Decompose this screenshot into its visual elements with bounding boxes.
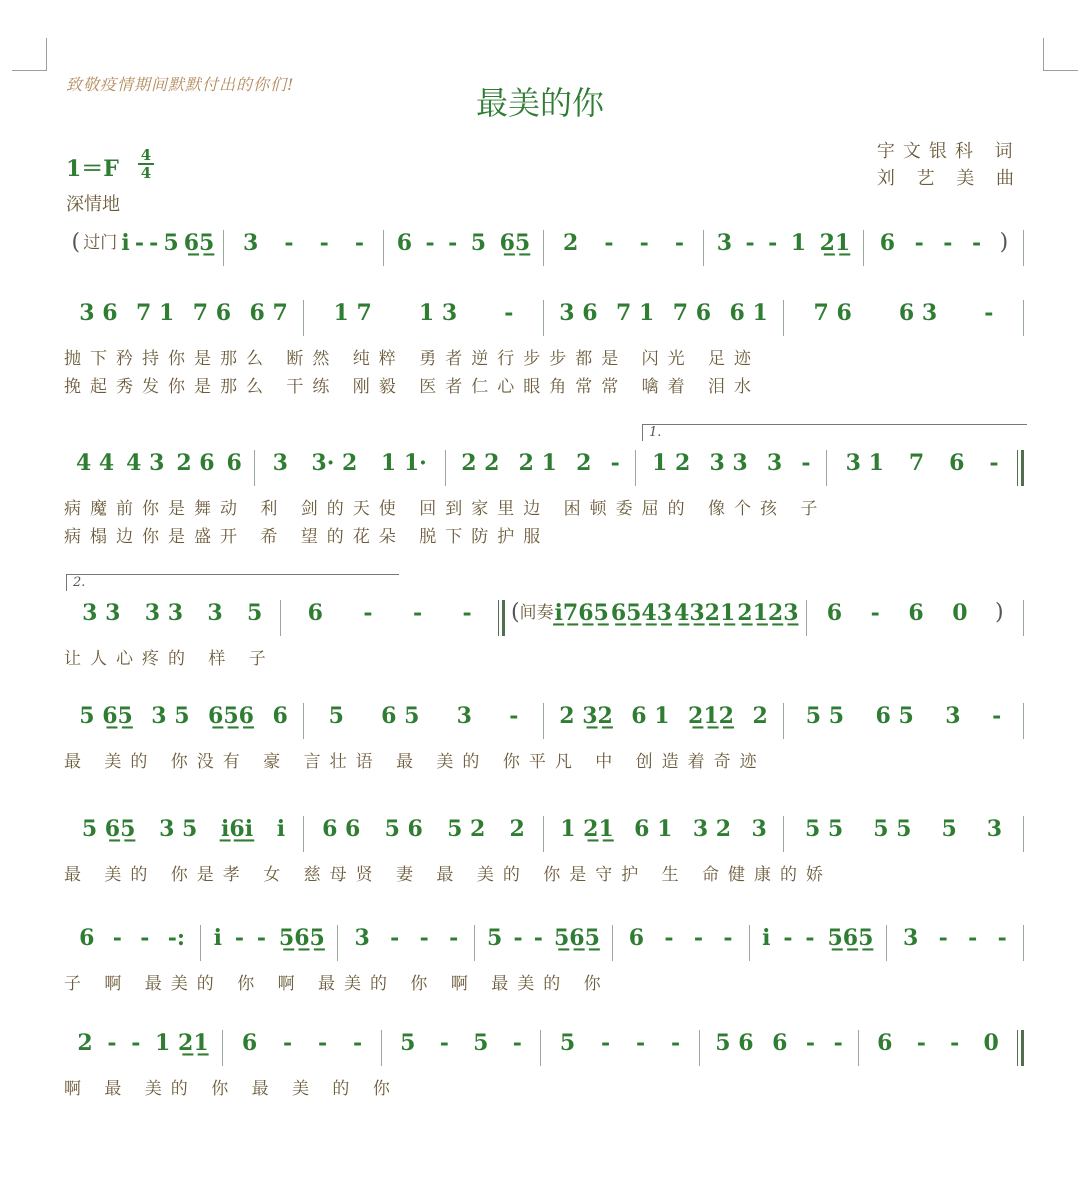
parenthesis: )	[995, 600, 1004, 625]
note: 3 3	[82, 600, 121, 626]
note: -	[610, 450, 620, 476]
note: 6 7	[249, 300, 288, 326]
note: 6̲5̲6̲	[208, 703, 254, 729]
crop-mark-top-right	[1043, 38, 1078, 71]
note: 6 5	[875, 703, 914, 729]
note: -	[448, 230, 458, 256]
note: 5 5	[873, 816, 912, 842]
measure	[827, 450, 1017, 488]
note: 5	[328, 703, 344, 729]
note: -	[870, 600, 880, 626]
note: 2̲1̲2̲3̲	[737, 600, 799, 626]
note: -	[513, 925, 523, 951]
note: 6	[307, 600, 323, 626]
note: 3 3	[709, 450, 748, 476]
note: -:	[167, 925, 185, 951]
note: -	[131, 1030, 141, 1056]
note: -	[317, 1030, 328, 1056]
measure	[636, 450, 826, 488]
note: 6 3	[898, 300, 938, 326]
notation-line	[64, 816, 1024, 856]
note: 3 3	[144, 600, 184, 626]
note: 3 1	[845, 450, 884, 476]
measure	[304, 816, 543, 854]
notation-line	[64, 300, 1024, 340]
measure	[224, 230, 383, 268]
time-signature-top: 4	[140, 146, 152, 164]
note: 4 3	[126, 450, 165, 476]
note: 6̲5̲4̲3̲	[610, 600, 673, 626]
section-label: 过门	[83, 233, 118, 253]
note: -	[149, 230, 159, 256]
note: 3· 2	[311, 450, 358, 476]
note: -	[256, 925, 266, 951]
note: -	[992, 703, 1002, 729]
note: 0	[983, 1030, 999, 1056]
note: 6 1	[631, 703, 670, 729]
note: 3	[751, 816, 767, 842]
note: 6	[396, 230, 413, 256]
key-signature: 1＝F	[66, 156, 119, 182]
note: 7 1	[615, 300, 655, 326]
note: 7 6	[192, 300, 232, 326]
note: i	[213, 925, 222, 951]
note: 1 2	[651, 450, 691, 476]
note: 3 6	[559, 300, 598, 326]
dedication: 致敬疫情期间默默付出的你们!	[66, 75, 295, 94]
note: 3 6	[79, 300, 118, 326]
note: 6̲5̲	[499, 230, 531, 256]
credits	[877, 138, 1022, 192]
measure	[281, 600, 497, 638]
note: -	[112, 925, 122, 951]
note: 6	[908, 600, 924, 626]
note: -	[439, 1030, 449, 1056]
note: -	[284, 230, 294, 256]
note: 6	[879, 230, 896, 256]
measure	[64, 703, 303, 741]
notation-line	[64, 450, 1024, 490]
lyrics-verse-1: 啊 最 美的 你 最 美 的 你	[64, 1079, 399, 1099]
note: -	[390, 925, 400, 951]
measure	[475, 925, 611, 963]
note: 2̲1̲2̲	[688, 703, 734, 729]
note: 7 6	[813, 300, 852, 326]
notation-line	[64, 230, 1024, 270]
note: -	[984, 300, 994, 326]
note: i	[276, 816, 286, 842]
note: 4 4	[75, 450, 115, 476]
song-title: 最美的你	[475, 84, 604, 122]
barline	[1017, 450, 1024, 486]
note: -	[723, 925, 733, 951]
note: -	[107, 1030, 117, 1056]
measure	[384, 230, 543, 268]
lyrics-verse-1: 让人心疼的 样 子	[64, 649, 275, 669]
note: 6 5	[381, 703, 420, 729]
barline	[498, 600, 505, 636]
note: 6	[877, 1030, 893, 1056]
note: 5	[473, 1030, 489, 1056]
note: -	[943, 230, 953, 256]
note: 6̲5̲	[183, 230, 215, 256]
note: i̲7̲6̲5̲	[554, 600, 609, 626]
parenthesis: )	[999, 230, 1009, 255]
note: -	[419, 925, 429, 951]
lyrics-verse-2: 病榻边你是盛开 希 望的花朵 脱下防护服	[64, 527, 550, 547]
barline	[1017, 1030, 1024, 1066]
note: 5	[559, 1030, 576, 1056]
note: -	[783, 925, 793, 951]
note: -	[449, 925, 459, 951]
measure	[304, 703, 543, 741]
note: 3 5	[159, 816, 198, 842]
note: -	[805, 925, 815, 951]
note: 4̲3̲2̲1̲	[674, 600, 736, 626]
section-label: 间奏	[519, 603, 554, 623]
note: -	[997, 925, 1007, 951]
note: 5̲6̲5̲	[278, 925, 325, 951]
note: 1 7	[333, 300, 372, 326]
note: 5	[470, 230, 487, 256]
volta-bracket: 1.	[642, 424, 1027, 441]
note: -	[670, 1030, 681, 1056]
note: 5 2	[447, 816, 486, 842]
measure	[544, 816, 783, 854]
measure	[64, 450, 254, 488]
note: 3	[207, 600, 223, 626]
barline	[1023, 703, 1024, 739]
note: -	[916, 1030, 926, 1056]
measure	[864, 230, 1023, 268]
note: -	[134, 230, 144, 256]
lyrics-verse-1: 病魔前你是舞动 利 剑的天使 回到家里边 困顿委屈的 像个孩 子	[64, 499, 827, 519]
measure	[700, 1030, 858, 1068]
composer-credit: 刘 艺 美 曲	[876, 168, 1022, 189]
note: 6	[628, 925, 645, 951]
note: -	[968, 925, 978, 951]
note: -	[283, 1030, 293, 1056]
measure	[544, 230, 703, 268]
note: -	[950, 1030, 960, 1056]
note: 7 1	[135, 300, 175, 326]
note: 3	[456, 703, 472, 729]
note: -	[504, 300, 514, 326]
note: i	[762, 925, 771, 951]
note: 6	[772, 1030, 788, 1056]
note: -	[319, 230, 329, 256]
measure	[255, 450, 445, 488]
note: 3	[766, 450, 783, 476]
note: 5	[486, 925, 503, 951]
note: 6 1	[634, 816, 673, 842]
note: 6	[226, 450, 242, 476]
measure	[750, 925, 886, 963]
barline	[1023, 600, 1024, 636]
note: -	[509, 703, 519, 729]
note: 5	[163, 230, 179, 256]
lyrics-verse-1: 抛下矜持你是那么 断然 纯粹 勇者逆行步步都是 闪光 足迹	[64, 349, 761, 369]
note: -	[914, 230, 924, 256]
note: -	[604, 230, 614, 256]
note: 7	[908, 450, 925, 476]
measure	[64, 816, 303, 854]
note: -	[363, 600, 373, 626]
note: 2	[563, 230, 579, 256]
note: 6	[949, 450, 965, 476]
note: 1 2̲1̲	[155, 1030, 209, 1056]
measure	[382, 1030, 540, 1068]
note: 5	[246, 600, 263, 626]
note: 2 6	[176, 450, 215, 476]
note: -	[234, 925, 244, 951]
note: -	[462, 600, 472, 626]
note: -	[601, 1030, 611, 1056]
note: 2	[509, 816, 525, 842]
note: 3 2	[692, 816, 732, 842]
note: 5̲6̲5̲	[827, 925, 874, 951]
note: 3	[945, 703, 961, 729]
measure	[704, 230, 863, 268]
measure	[64, 300, 303, 338]
note: -	[352, 1030, 363, 1056]
note: 5	[941, 816, 957, 842]
note: 2 2	[461, 450, 500, 476]
measure	[223, 1030, 381, 1068]
note: 5 6̲5̲	[81, 816, 136, 842]
note: -	[512, 1030, 522, 1056]
note: 2	[752, 703, 768, 729]
note: 2	[576, 450, 592, 476]
volta-bracket: 2.	[66, 574, 399, 591]
note: -	[971, 230, 982, 256]
note: 0	[952, 600, 968, 626]
lyrics-verse-1: 最 美的 你是孝 女 慈母贤 妻 最 美的 你是守护 生 命健康的娇	[64, 865, 833, 885]
note: -	[354, 230, 364, 256]
measure	[201, 925, 337, 963]
note: -	[140, 925, 150, 951]
tempo-marking: 深情地	[66, 194, 120, 215]
measure	[544, 703, 783, 741]
time-signature	[137, 147, 155, 181]
note: 6 6	[322, 816, 361, 842]
barline	[1023, 230, 1024, 266]
measure	[541, 1030, 699, 1068]
crop-mark-top-left	[12, 38, 47, 71]
note: 2 1	[518, 450, 557, 476]
note: 2 3̲2̲	[559, 703, 613, 729]
measure	[64, 925, 200, 963]
note: 5 5	[805, 703, 845, 729]
measure	[784, 300, 1023, 338]
measure	[64, 1030, 222, 1068]
note: 1 3	[418, 300, 458, 326]
note: 5 5	[804, 816, 844, 842]
note: 6	[241, 1030, 258, 1056]
notation-line	[64, 703, 1024, 743]
note: -	[635, 1030, 646, 1056]
time-signature-bottom: 4	[140, 164, 152, 182]
note: -	[805, 1030, 816, 1056]
measure	[784, 703, 1023, 741]
note: 3	[986, 816, 1003, 842]
measure	[807, 600, 1023, 638]
notation-line	[64, 600, 1024, 640]
note: 3	[272, 450, 288, 476]
note: -	[989, 450, 999, 476]
note: -	[938, 925, 948, 951]
measure	[613, 925, 749, 963]
note: -	[768, 230, 778, 256]
measure	[505, 600, 806, 638]
note: -	[412, 600, 423, 626]
note: 3	[903, 925, 919, 951]
note: 3	[243, 230, 259, 256]
barline	[1023, 300, 1024, 336]
note: -	[693, 925, 704, 951]
barline	[1023, 816, 1024, 852]
note: i	[121, 230, 130, 256]
measure	[859, 1030, 1017, 1068]
note: 1 1·	[380, 450, 427, 476]
note: 3	[354, 925, 370, 951]
note: 6	[826, 600, 843, 626]
note: 5 6	[384, 816, 423, 842]
barline	[1023, 925, 1024, 961]
note: 2	[77, 1030, 93, 1056]
note: -	[533, 925, 543, 951]
note: 3	[716, 230, 733, 256]
lyrics-verse-1: 最 美的 你没有 豪 言壮语 最 美的 你平凡 中 创造着奇迹	[64, 752, 766, 772]
notation-line	[64, 1030, 1024, 1070]
note: -	[745, 230, 755, 256]
note: 1 2̲1̲	[560, 816, 614, 842]
measure	[887, 925, 1023, 963]
measure	[338, 925, 474, 963]
note: 5̲6̲5̲	[554, 925, 600, 951]
note: 6	[272, 703, 288, 729]
note: -	[664, 925, 674, 951]
note: 5 6	[715, 1030, 754, 1056]
lyrics-verse-1: 子 啊 最美的 你 啊 最美的 你 啊 最美的 你	[64, 974, 610, 994]
note: 5 6̲5̲	[79, 703, 133, 729]
note: 7 6	[672, 300, 712, 326]
note: -	[674, 230, 684, 256]
note: i̲6̲i̲	[221, 816, 254, 842]
parenthesis: (	[71, 230, 81, 255]
measure	[784, 816, 1023, 854]
note: -	[425, 230, 435, 256]
note: 5	[400, 1030, 416, 1056]
measure	[544, 300, 783, 338]
measure	[64, 600, 280, 638]
measure	[64, 230, 223, 268]
parenthesis: (	[510, 600, 520, 625]
note: -	[801, 450, 811, 476]
measure	[304, 300, 543, 338]
lyrics-verse-2: 挽起秀发你是那么 干练 刚毅 医者仁心眼角常常 噙着 泪水	[64, 377, 761, 397]
note: -	[833, 1030, 843, 1056]
note: 1	[790, 230, 807, 256]
lyricist-credit: 宇文银科 词	[876, 141, 1021, 162]
note: 6	[79, 925, 95, 951]
note: -	[639, 230, 649, 256]
notation-line	[64, 925, 1024, 965]
note: 2̲1̲	[819, 230, 851, 256]
note: 3 5	[151, 703, 190, 729]
note: 6 1	[729, 300, 768, 326]
measure	[446, 450, 636, 488]
